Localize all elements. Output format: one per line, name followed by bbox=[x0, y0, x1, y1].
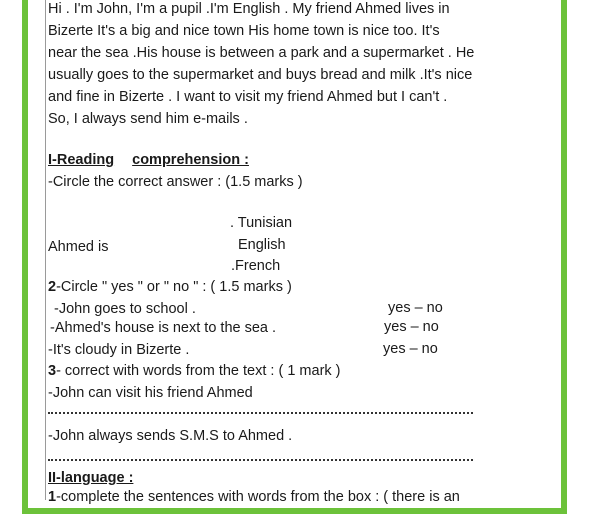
passage-line: Bizerte It's a big and nice town His home town is nice too. It's bbox=[48, 23, 440, 39]
statement-2-choice: yes – no bbox=[384, 319, 439, 335]
question-3 bbox=[48, 363, 341, 379]
passage-line: Hi . I'm John, I'm a pupil .I'm English . My friend Ahmed lives in bbox=[48, 1, 450, 17]
reading-passage bbox=[48, 0, 568, 130]
question-3-number: 3 bbox=[48, 363, 57, 379]
passage-line: usually goes to the supermarket and buys bread and milk .It's nice bbox=[48, 67, 473, 83]
language-question-1-text: -complete the sentences with words from the box : ( there is an bbox=[56, 489, 460, 505]
statement-2: -Ahmed's house is next to the sea . bbox=[50, 320, 277, 336]
margin-rule bbox=[45, 0, 46, 500]
language-question-1-number: 1 bbox=[48, 489, 57, 505]
heading-part1: I-Reading bbox=[48, 152, 115, 168]
section-language-heading: II-language : bbox=[48, 470, 134, 486]
passage-line: So, I always send him e-mails . bbox=[48, 111, 248, 127]
statement-1-choice: yes – no bbox=[388, 300, 443, 316]
option-french: .French bbox=[231, 258, 281, 274]
question-2-text: -Circle " yes " or " no " : ( 1.5 marks ) bbox=[56, 279, 292, 295]
correct-item-2: -John always sends S.M.S to Ahmed . bbox=[48, 428, 293, 444]
correct-item-1: -John can visit his friend Ahmed bbox=[48, 385, 253, 401]
question-1: -Circle the correct answer : (1.5 marks ) bbox=[48, 174, 303, 190]
answer-line-2 bbox=[48, 459, 473, 462]
passage-line: near the sea .His house is between a park and a supermarket . He bbox=[48, 45, 475, 61]
option-tunisian: . Tunisian bbox=[230, 215, 293, 231]
statement-1: -John goes to school . bbox=[54, 301, 196, 317]
passage-line: and fine in Bizerte . I want to visit my friend Ahmed but I can't . bbox=[48, 89, 448, 105]
language-question-1 bbox=[48, 489, 460, 505]
question-2 bbox=[48, 279, 292, 295]
statement-3-choice: yes – no bbox=[383, 341, 438, 357]
statement-3: -It's cloudy in Bizerte . bbox=[48, 342, 190, 358]
question-3-text: - correct with words from the text : ( 1 mark ) bbox=[56, 363, 341, 379]
heading-part2: comprehension : bbox=[132, 152, 249, 168]
answer-line-1 bbox=[48, 412, 473, 415]
option-english: English bbox=[238, 237, 286, 253]
ahmed-is-label: Ahmed is bbox=[48, 239, 109, 255]
question-2-number: 2 bbox=[48, 279, 57, 295]
section-reading-heading bbox=[48, 152, 249, 168]
